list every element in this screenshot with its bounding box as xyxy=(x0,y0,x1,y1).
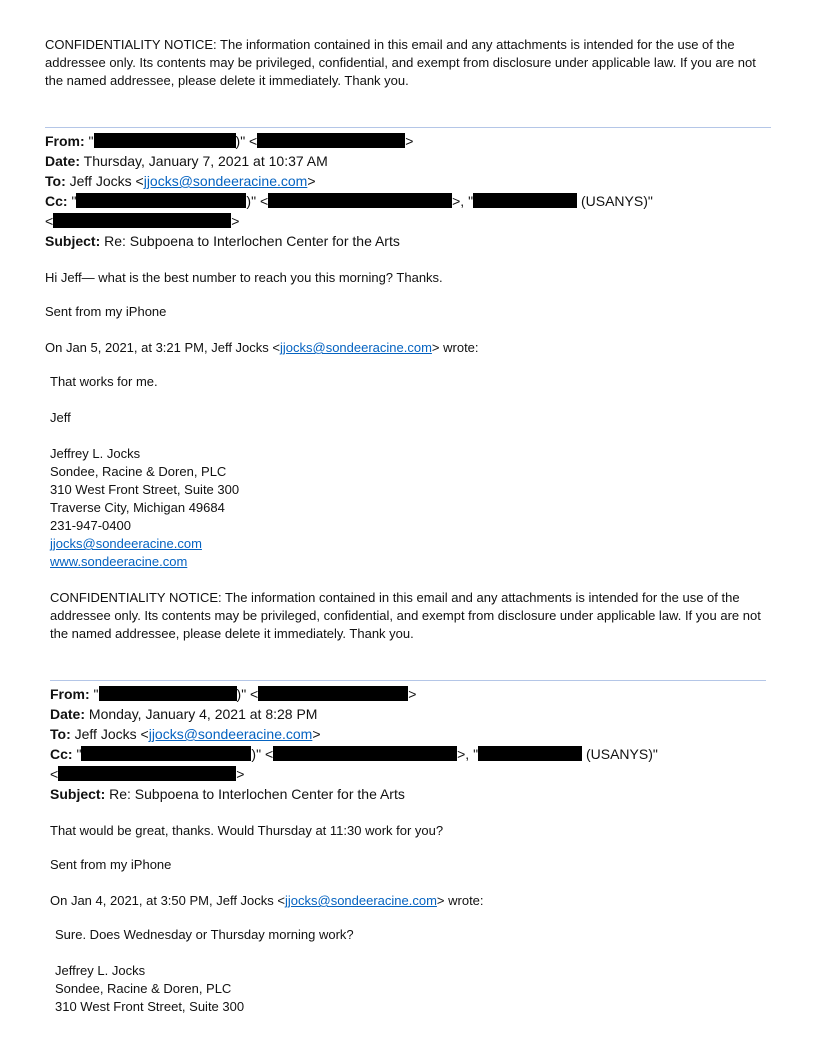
email1-sent-from: Sent from my iPhone xyxy=(45,304,167,319)
to-email-link[interactable]: jjocks@sondeeracine.com xyxy=(148,726,313,742)
date-label: Date: xyxy=(45,153,81,169)
email2-body: That would be great, thanks. Would Thursday at 11:30 work for you? xyxy=(50,823,444,838)
to-name: Jeff Jocks xyxy=(69,173,132,189)
email1-quote-signoff: Jeff xyxy=(50,410,71,425)
email2-date-line xyxy=(50,704,317,724)
subject-label: Subject: xyxy=(45,233,101,249)
email1-quote-header: On Jan 5, 2021, at 3:21 PM, Jeff Jocks <jjocks@sondeeracine.com> wrote: xyxy=(45,340,479,355)
redaction-box xyxy=(76,193,246,208)
redaction-box xyxy=(53,213,231,228)
top-confidentiality-notice: CONFIDENTIALITY NOTICE: The information contained in this email and any attachments is intended for the use of the addressee only. Its contents may be privileged, confidential, and exempt from disclosure under applicable law. If you are not the named addressee, please delete it immediately. Thank you. xyxy=(45,37,756,88)
redaction-box xyxy=(257,133,405,148)
redaction-box xyxy=(94,133,236,148)
cc-label: Cc: xyxy=(50,746,73,762)
email1-quote-body: That works for me. xyxy=(50,374,158,389)
email1-cc-line: Cc: " )" < >, " (USANYS)" xyxy=(45,193,653,209)
cc-suffix: (USANYS)" xyxy=(585,746,658,762)
redaction-box xyxy=(81,746,251,761)
email-divider xyxy=(45,127,771,128)
email-date: Thursday, January 7, 2021 at 10:37 AM xyxy=(83,153,328,169)
email2-sent-from: Sent from my iPhone xyxy=(50,857,172,872)
to-name: Jeff Jocks xyxy=(74,726,137,742)
quote-email-link[interactable]: jjocks@sondeeracine.com xyxy=(284,893,437,908)
redaction-box xyxy=(478,746,582,761)
email2-subject-line xyxy=(50,784,405,804)
redaction-box xyxy=(473,193,577,208)
signature-firm: Sondee, Racine & Doren, PLC xyxy=(55,981,232,996)
email2-cc-continued: < > xyxy=(50,766,245,782)
signature-name: Jeffrey L. Jocks xyxy=(55,963,146,978)
email1-date-line xyxy=(45,151,328,171)
signature-website xyxy=(50,553,187,571)
redaction-box xyxy=(99,686,237,701)
subject-label: Subject: xyxy=(50,786,106,802)
redaction-box xyxy=(58,766,236,781)
redaction-box xyxy=(273,746,457,761)
cc-label: Cc: xyxy=(45,193,68,209)
signature-email xyxy=(50,535,202,553)
signature-firm: Sondee, Racine & Doren, PLC xyxy=(50,464,227,479)
quote-email-link[interactable]: jjocks@sondeeracine.com xyxy=(279,340,432,355)
signature-website-link[interactable]: www.sondeeracine.com xyxy=(50,554,188,569)
signature-street: 310 West Front Street, Suite 300 xyxy=(50,482,240,497)
signature-city: Traverse City, Michigan 49684 xyxy=(50,500,225,515)
email-date: Monday, January 4, 2021 at 8:28 PM xyxy=(88,706,318,722)
email2-from-line: From: " )" < > xyxy=(50,686,417,702)
to-label: To: xyxy=(50,726,71,742)
signature-phone: 231-947-0400 xyxy=(50,518,131,533)
email1-from-line: From: " )" < > xyxy=(45,133,414,149)
email2-quote-header: On Jan 4, 2021, at 3:50 PM, Jeff Jocks <jjocks@sondeeracine.com> wrote: xyxy=(50,893,484,908)
email2-cc-line: Cc: " )" < >, " (USANYS)" xyxy=(50,746,658,762)
redaction-box xyxy=(268,193,452,208)
email-subject: Re: Subpoena to Interlochen Center for the Arts xyxy=(109,786,405,802)
email1-cc-continued: < > xyxy=(45,213,240,229)
from-label: From: xyxy=(50,686,90,702)
email2-to-line: To: Jeff Jocks <jjocks@sondeeracine.com> xyxy=(50,726,321,742)
redaction-box xyxy=(258,686,408,701)
email-subject: Re: Subpoena to Interlochen Center for the Arts xyxy=(104,233,400,249)
signature-email-link[interactable]: jjocks@sondeeracine.com xyxy=(50,536,202,551)
email1-subject-line xyxy=(45,231,400,251)
to-email-link[interactable]: jjocks@sondeeracine.com xyxy=(143,173,308,189)
cc-suffix: (USANYS)" xyxy=(580,193,653,209)
signature-street: 310 West Front Street, Suite 300 xyxy=(55,999,245,1014)
signature-name: Jeffrey L. Jocks xyxy=(50,446,141,461)
to-label: To: xyxy=(45,173,66,189)
email2-quote-body: Sure. Does Wednesday or Thursday morning work? xyxy=(55,927,354,942)
date-label: Date: xyxy=(50,706,86,722)
email1-body: Hi Jeff— what is the best number to reach you this morning? Thanks. xyxy=(45,270,443,285)
email1-to-line: To: Jeff Jocks <jjocks@sondeeracine.com> xyxy=(45,173,316,189)
email-divider xyxy=(50,680,766,681)
confidentiality-notice: CONFIDENTIALITY NOTICE: The information contained in this email and any attachments is intended for the use of the addressee only. Its contents may be privileged, confidential, and exempt from disclosure under applicable law. If you are not the named addressee, please delete it immediately. Thank you. xyxy=(50,590,761,641)
from-label: From: xyxy=(45,133,85,149)
